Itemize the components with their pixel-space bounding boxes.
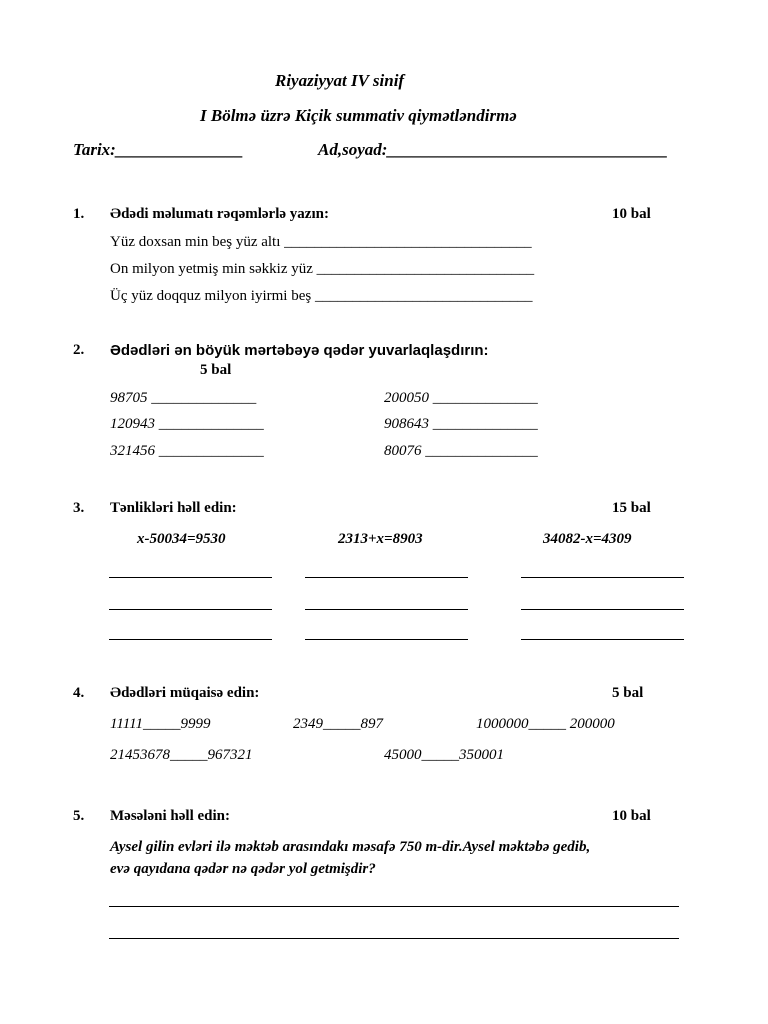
q3-answer-line [305, 609, 468, 610]
q3-answer-line [109, 609, 272, 610]
name-field: Ad,soyad:_________________________________ [318, 140, 668, 159]
q4-compare-2: 2349_____897 [293, 716, 383, 732]
q2-right-3: 80076 _______________ [384, 443, 538, 459]
q3-equation-3: 34082-x=4309 [543, 531, 632, 547]
q3-answer-line [521, 609, 684, 610]
q3-number: 3. [73, 500, 85, 516]
q3-answer-line [521, 577, 684, 578]
date-field: Tarix:_______________ [73, 140, 244, 159]
q4-compare-3: 1000000_____ 200000 [476, 716, 615, 732]
page-title: Riyaziyyat IV sinif [275, 71, 405, 90]
q5-points: 10 bal [612, 808, 651, 824]
q1-item-1: Yüz doxsan min beş yüz altı _________________________________ [110, 234, 532, 250]
q3-instruction: Tənlikləri həll edin: [110, 500, 237, 516]
q5-answer-line [109, 906, 679, 907]
q2-number: 2. [73, 342, 85, 358]
q4-compare-4: 21453678_____967321 [110, 747, 253, 763]
q3-equation-1: x-50034=9530 [137, 531, 226, 547]
q4-instruction: Ədədləri müqaisə edin: [110, 685, 260, 701]
page-subtitle: I Bölmə üzrə Kiçik summativ qiymətləndirmə [200, 106, 517, 125]
q3-answer-line [305, 577, 468, 578]
q2-right-1: 200050 ______________ [384, 390, 538, 406]
q2-points: 5 bal [200, 362, 232, 378]
q3-answer-line [109, 577, 272, 578]
q5-answer-line [109, 938, 679, 939]
q3-points: 15 bal [612, 500, 651, 516]
q3-answer-line [521, 639, 684, 640]
q2-left-1: 98705 ______________ [110, 390, 257, 406]
q1-points: 10 bal [612, 206, 651, 222]
q3-answer-line [305, 639, 468, 640]
q4-points: 5 bal [612, 685, 644, 701]
q5-instruction: Məsələni həll edin: [110, 808, 230, 824]
q1-item-3: Üç yüz doqquz milyon iyirmi beş _____________________________ [110, 288, 533, 304]
q3-answer-line [109, 639, 272, 640]
q4-number: 4. [73, 685, 85, 701]
q5-number: 5. [73, 808, 85, 824]
q3-equation-2: 2313+x=8903 [338, 531, 423, 547]
q2-left-2: 120943 ______________ [110, 416, 264, 432]
q5-problem-line-2: evə qayıdana qədər nə qədər yol getmişdir? [110, 861, 376, 877]
q2-instruction: Ədədləri ən böyük mərtəbəyə qədər yuvarlaqlaşdırın: [110, 342, 489, 359]
q2-left-3: 321456 ______________ [110, 443, 264, 459]
q1-instruction: Ədədi məlumatı rəqəmlərlə yazın: [110, 206, 329, 222]
q4-compare-5: 45000_____350001 [384, 747, 504, 763]
q2-right-2: 908643 ______________ [384, 416, 538, 432]
q5-problem-line-1: Aysel gilin evləri ilə məktəb arasındakı məsafə 750 m-dir.Aysel məktəbə gedib, [110, 839, 591, 855]
q1-item-2: On milyon yetmiş min səkkiz yüz _____________________________ [110, 261, 535, 277]
q4-compare-1: 11111_____9999 [110, 716, 211, 732]
q1-number: 1. [73, 206, 85, 222]
